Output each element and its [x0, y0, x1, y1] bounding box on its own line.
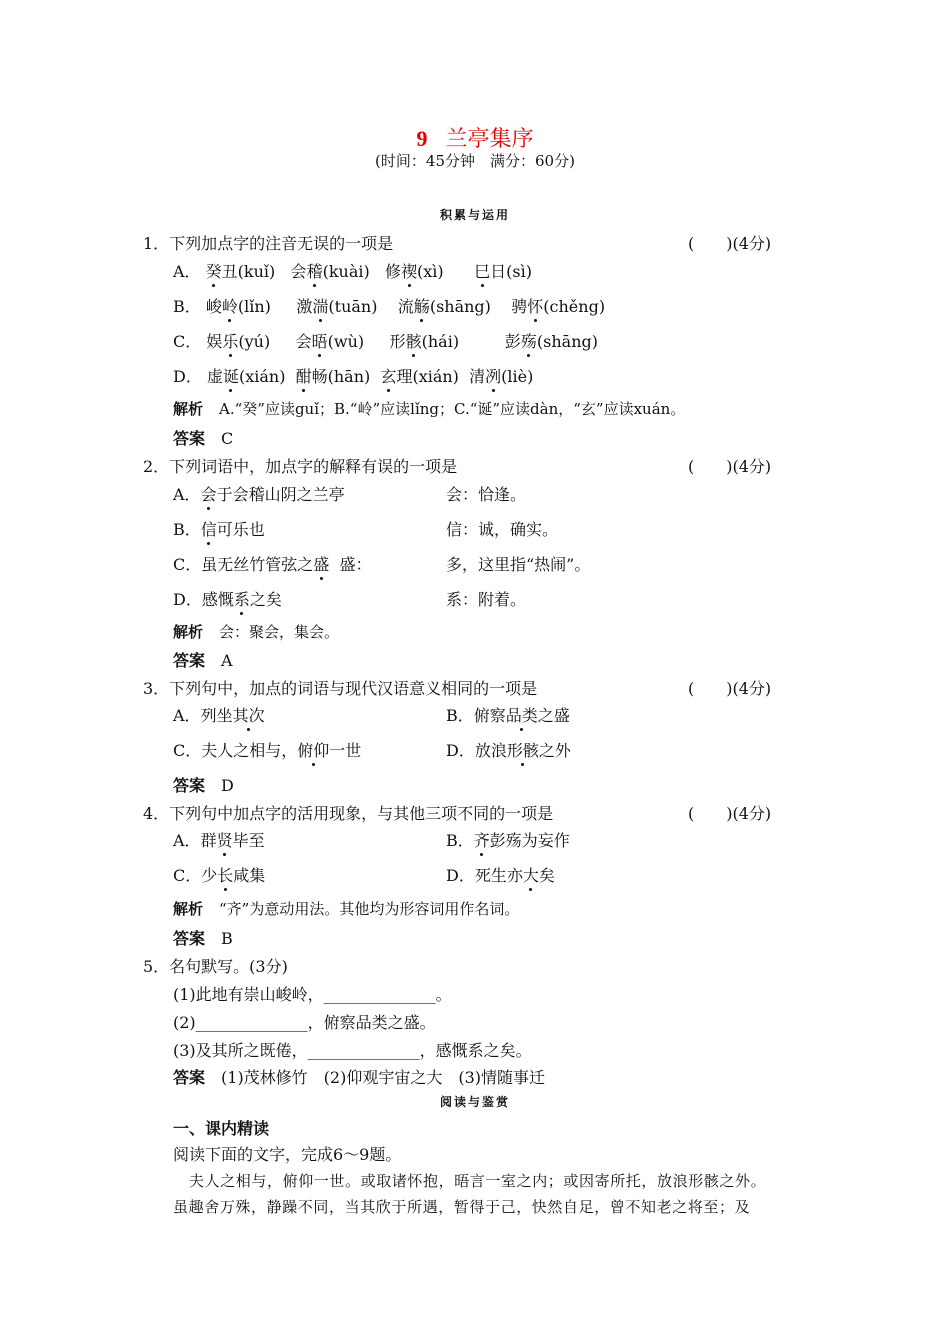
q3-score: ( )(4分) — [688, 679, 772, 698]
q1-analysis — [173, 398, 685, 419]
section-heading-1: 积累与运用 — [439, 208, 510, 222]
option-letter: D． — [173, 590, 202, 609]
passage-line-1: 夫人之相与，俯仰一世。或取诸怀抱，晤言一室之内；或因寄所托，放浪形骸之外。 — [189, 1172, 767, 1190]
page-title — [0, 122, 950, 153]
q3-option-b[interactable] — [446, 703, 570, 726]
char: 激 — [296, 297, 313, 316]
dotted-char: 酣 — [295, 367, 312, 386]
pinyin: (xì) — [417, 262, 444, 281]
q1a-item-2 — [291, 262, 370, 281]
dotted-char: 冽 — [485, 367, 502, 386]
q2-explanation-b: 信：诚，确实。 — [446, 520, 559, 539]
pinyin: 丑(kuǐ) — [221, 262, 276, 281]
pinyin: (liè) — [501, 367, 534, 386]
dotted-char: 乐 — [222, 332, 239, 351]
q2-explanation-d: 系：附着。 — [446, 590, 527, 609]
char: 虚 — [206, 367, 223, 386]
char: 彭 — [504, 332, 521, 351]
q3-option-d[interactable] — [446, 738, 571, 761]
option-letter: D． — [446, 866, 475, 885]
text: 毕至 — [232, 831, 265, 850]
text: 于会稽山阴之兰亭 — [216, 485, 345, 504]
option-letter: D． — [173, 367, 202, 386]
text: 感慨 — [201, 590, 234, 609]
option-letter: B． — [446, 706, 474, 725]
dotted-char: 会 — [200, 485, 217, 504]
option-letter: A． — [173, 831, 201, 850]
passage-line-2: 虽趣舍万殊，静躁不同，当其欣于所遇，暂得于己，快然自足，曾不知老之将至；及 — [173, 1198, 751, 1216]
q4-option-c[interactable] — [173, 863, 265, 886]
dotted-chars: 其次 — [232, 706, 265, 725]
q1-answer — [173, 426, 233, 449]
q4-stem: 4．下列句中加点字的活用现象，与其他三项不同的一项是 — [143, 804, 554, 823]
dotted-char: 岭 — [221, 297, 238, 316]
text: 俯察 — [473, 706, 506, 725]
q2-option-b[interactable] — [173, 517, 265, 540]
dotted-chars: 品类 — [505, 706, 538, 725]
q4-option-d[interactable] — [446, 863, 555, 886]
analysis-label: 解析 — [173, 400, 204, 418]
char: 流 — [397, 297, 414, 316]
answer-text: C — [221, 429, 234, 448]
q2-option-a[interactable] — [173, 482, 345, 505]
dotted-char: 系 — [233, 590, 250, 609]
q2-option-d[interactable] — [173, 587, 282, 610]
option-letter: A． — [173, 485, 201, 504]
dotted-char: 稽 — [306, 262, 323, 281]
q5-stem: 5．名句默写。(3分) — [143, 957, 288, 976]
answer-label: 答案 — [173, 429, 206, 448]
q1-option-d[interactable] — [173, 364, 533, 387]
dotted-word — [233, 706, 265, 725]
q4-score: ( )(4分) — [688, 804, 772, 823]
dotted-char: 贤 — [216, 831, 233, 850]
page-subtitle: (时间：45分钟 满分：60分) — [375, 152, 575, 170]
analysis-text: A.“癸”应读guǐ；B.“岭”应读lǐng；C.“诞”应读dàn，“玄”应读xuán。 — [219, 400, 686, 418]
q2-explanation-a: 会：恰逢。 — [446, 485, 527, 504]
q5-answer — [173, 1065, 545, 1088]
option-letter: D． — [446, 741, 475, 760]
pinyin: (shāng) — [536, 332, 598, 351]
option-letter: B． — [446, 831, 474, 850]
char: 会 — [295, 332, 312, 351]
q2-option-c[interactable] — [173, 552, 371, 575]
option-letter: C． — [173, 866, 202, 885]
q4-option-a[interactable] — [173, 828, 265, 851]
char: 形 — [389, 332, 406, 351]
option-letter: A． — [173, 706, 201, 725]
answer-label: 答案 — [173, 929, 206, 948]
q5-line-3[interactable]: (3)及其所之既倦，______________，感慨系之矣。 — [173, 1041, 532, 1060]
pinyin: (wù) — [327, 332, 365, 351]
q2-score: ( )(4分) — [688, 457, 772, 476]
answer-label: 答案 — [173, 776, 206, 795]
answer-label: 答案 — [173, 1068, 206, 1087]
dotted-char: 觞 — [413, 297, 430, 316]
dotted-char: 长 — [217, 866, 234, 885]
text: 咸集 — [233, 866, 266, 885]
pinyin: (xián) — [238, 367, 286, 386]
char: 峻 — [205, 297, 222, 316]
option-letter: C． — [173, 741, 202, 760]
q3-stem: 3．下列句中，加点的词语与现代汉语意义相同的一项是 — [143, 679, 538, 698]
text: 列坐 — [200, 706, 233, 725]
text: 一世 — [329, 741, 362, 760]
q1-stem: 1．下列加点字的注音无误的一项是 — [143, 234, 394, 253]
answer-text: B — [221, 929, 233, 948]
text: 之矣 — [249, 590, 282, 609]
answer-text: A — [221, 651, 233, 670]
option-letter: C． — [173, 332, 202, 351]
q5-line-1[interactable]: (1)此地有崇山峻岭，______________。 — [173, 985, 452, 1004]
analysis-label: 解析 — [173, 623, 204, 641]
pinyin: (shāng) — [429, 297, 491, 316]
q2-explanation-c: 多，这里指“热闹”。 — [446, 555, 591, 574]
char: 清 — [469, 367, 486, 386]
q2-analysis — [173, 621, 339, 642]
q1a-item-3 — [385, 262, 444, 281]
q2-answer — [173, 648, 233, 671]
lesson-title: 兰亭集序 — [445, 127, 534, 152]
q1a-item-1 — [206, 262, 276, 281]
option-letter: B． — [173, 297, 201, 316]
pinyin: (lǐn) — [237, 297, 271, 316]
q2-stem: 2．下列词语中，加点字的解释有误的一项是 — [143, 457, 458, 476]
char: 骋 — [511, 297, 528, 316]
dotted-char: 癸 — [205, 262, 222, 281]
dotted-chars: 形骸 — [506, 741, 539, 760]
dotted-char: 殇 — [520, 332, 537, 351]
pinyin: (kuài) — [322, 262, 370, 281]
q1-option-c[interactable] — [173, 329, 598, 352]
part-heading: 一、课内精读 — [173, 1119, 270, 1138]
char: 会 — [290, 262, 307, 281]
dotted-char: 诞 — [222, 367, 239, 386]
q3-answer — [173, 773, 234, 796]
q4-answer — [173, 926, 233, 949]
text: 彭殇为妄作 — [489, 831, 570, 850]
dotted-char: 怀 — [527, 297, 544, 316]
text: 放浪 — [474, 741, 507, 760]
text: 盛： — [329, 555, 372, 574]
q4-analysis — [173, 898, 519, 919]
pinyin: (chěng) — [543, 297, 606, 316]
text: 虽无丝竹管弦之 — [201, 555, 314, 574]
char: 修 — [384, 262, 401, 281]
dotted-char: 玄 — [380, 367, 397, 386]
dotted-char: 湍 — [312, 297, 329, 316]
dotted-char: 禊 — [401, 262, 418, 281]
pinyin: 畅(hān) — [311, 367, 371, 386]
q5-line-2[interactable]: (2)______________，俯察品类之盛。 — [173, 1013, 436, 1032]
pinyin: 理(xián) — [396, 367, 459, 386]
reading-instruction: 阅读下面的文字，完成6～9题。 — [173, 1145, 402, 1164]
text: 可乐也 — [216, 520, 265, 539]
analysis-text: “齐”为意动用法。其他均为形容词用作名词。 — [219, 900, 520, 918]
section-heading-2: 阅读与鉴赏 — [439, 1095, 510, 1109]
pinyin: 日(sì) — [490, 262, 532, 281]
q1a-item-4 — [474, 262, 532, 281]
option-letter: A． — [173, 262, 201, 281]
lesson-number: 9 — [416, 126, 428, 151]
text: 之外 — [538, 741, 571, 760]
pinyin: (yú) — [238, 332, 271, 351]
dotted-char: 巳 — [474, 262, 491, 281]
q4-option-b[interactable] — [446, 828, 570, 851]
text: 夫人之相与， — [201, 741, 298, 760]
text: 矣 — [538, 866, 555, 885]
dotted-char: 大 — [522, 866, 539, 885]
answer-label: 答案 — [173, 651, 206, 670]
q1-option-a[interactable] — [173, 259, 532, 282]
q3-option-c[interactable] — [173, 738, 361, 761]
analysis-label: 解析 — [173, 900, 204, 918]
dotted-char: 骸 — [405, 332, 422, 351]
option-letter: C． — [173, 555, 202, 574]
text: 死生亦 — [474, 866, 523, 885]
text: 少 — [201, 866, 218, 885]
dotted-char: 盛 — [313, 555, 330, 574]
q3-option-a[interactable] — [173, 703, 265, 726]
text: 群 — [200, 831, 217, 850]
answer-text: (1)茂林修竹 (2)仰观宇宙之大 (3)情随事迁 — [221, 1068, 546, 1087]
pinyin: (tuān) — [328, 297, 378, 316]
analysis-text: 会：聚会，集会。 — [219, 623, 340, 641]
dotted-char: 齐 — [473, 831, 490, 850]
dotted-char: 晤 — [311, 332, 328, 351]
answer-text: D — [221, 776, 234, 795]
q1-option-b[interactable] — [173, 294, 605, 317]
char: 娱 — [206, 332, 223, 351]
option-letter: B． — [173, 520, 201, 539]
pinyin: (hái) — [421, 332, 460, 351]
dotted-chars: 俯仰 — [297, 741, 330, 760]
text: 之盛 — [537, 706, 570, 725]
dotted-char: 信 — [200, 520, 217, 539]
q1-score: ( )(4分) — [688, 234, 772, 253]
